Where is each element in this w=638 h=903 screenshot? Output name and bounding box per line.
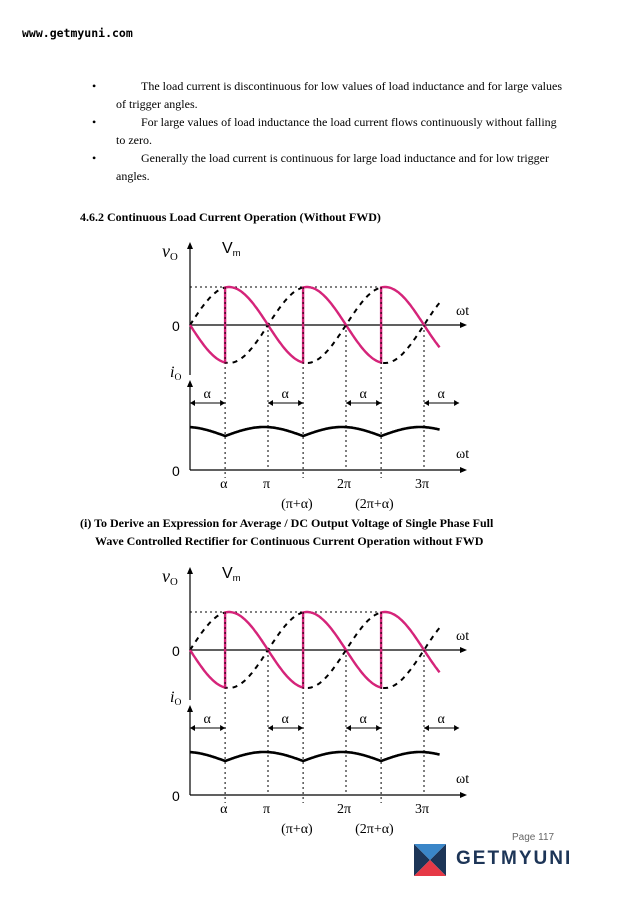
pi-tick-label: π [263, 802, 271, 817]
bullet-text: The load current is discontinuous for low values of load inductance and for large values of trigger angles. [116, 79, 562, 111]
arrowhead-icon [298, 725, 303, 731]
vm-label: Vm [222, 240, 241, 259]
two-pi-tick-label: 2π [337, 477, 352, 492]
wt-label: ωt [456, 304, 470, 319]
arrowhead-icon [268, 400, 273, 406]
arrowhead-icon [424, 400, 429, 406]
waveform-diagram [160, 235, 480, 512]
bullet-text: For large values of load inductance the load current flows continuously without falling to zero. [116, 115, 557, 147]
alpha-label: α [281, 387, 289, 402]
wt-axis-arrow-icon [460, 647, 467, 653]
waveform-diagram [160, 560, 480, 837]
subsection-heading-line2: Wave Controlled Rectifier for Continuous Current Operation without FWD [95, 534, 484, 548]
io-label: iO [170, 689, 182, 708]
bullet-text: Generally the load current is continuous for large load inductance and for low trigger angles. [116, 151, 549, 183]
io-label: iO [170, 364, 182, 383]
three-pi-tick-label: 3π [415, 802, 430, 817]
bullet-item [92, 149, 562, 185]
alpha-label: α [203, 387, 211, 402]
alpha-label: α [203, 712, 211, 727]
alpha-label: α [437, 387, 445, 402]
wt-label: ωt [456, 447, 470, 462]
zero-label: 0 [172, 463, 180, 479]
wt-axis-arrow-icon [460, 322, 467, 328]
bullet-item [92, 113, 562, 149]
arrowhead-icon [454, 725, 459, 731]
wt-axis-arrow-icon [460, 467, 467, 473]
alpha-tick-label: α [220, 802, 228, 817]
arrowhead-icon [268, 725, 273, 731]
bullet-list [92, 77, 562, 185]
bullet-item [92, 77, 562, 113]
arrowhead-icon [454, 400, 459, 406]
wt-axis-arrow-icon [460, 792, 467, 798]
arrowhead-icon [298, 400, 303, 406]
subsection-heading [80, 514, 560, 550]
arrowhead-icon [346, 400, 351, 406]
arrowhead-icon [190, 400, 195, 406]
arrowhead-icon [190, 725, 195, 731]
arrowhead-icon [376, 400, 381, 406]
arrowhead-icon [424, 725, 429, 731]
two-pi-plus-alpha-label: (2π+α) [355, 497, 394, 512]
section-heading: 4.6.2 Continuous Load Current Operation (Without FWD) [80, 210, 381, 224]
arrowhead-icon [376, 725, 381, 731]
three-pi-tick-label: 3π [415, 477, 430, 492]
vm-label: Vm [222, 565, 241, 584]
wt-label: ωt [456, 772, 470, 787]
bullet-symbol: • [92, 115, 97, 129]
zero-label: 0 [172, 318, 180, 334]
bullet-symbol: • [92, 79, 97, 93]
io-axis-arrow-icon [187, 705, 193, 712]
alpha-label: α [359, 712, 367, 727]
zero-label: 0 [172, 643, 180, 659]
getmyuni-logo[interactable] [410, 838, 573, 882]
two-pi-tick-label: 2π [337, 802, 352, 817]
alpha-label: α [437, 712, 445, 727]
zero-label: 0 [172, 788, 180, 804]
alpha-label: α [359, 387, 367, 402]
wt-label: ωt [456, 629, 470, 644]
alpha-label: α [281, 712, 289, 727]
alpha-tick-label: α [220, 477, 228, 492]
pi-plus-alpha-label: (π+α) [281, 822, 313, 837]
pi-plus-alpha-label: (π+α) [281, 497, 313, 512]
two-pi-plus-alpha-label: (2π+α) [355, 822, 394, 837]
arrowhead-icon [220, 400, 225, 406]
page-number: Page 117 [512, 832, 555, 843]
arrowhead-icon [220, 725, 225, 731]
logo-x-icon [410, 840, 450, 880]
site-url[interactable]: www.getmyuni.com [22, 26, 133, 40]
vo-label: vO [162, 566, 178, 588]
output-current-curve [190, 427, 440, 436]
logo-text: GETMYUNI [456, 848, 573, 869]
vo-axis-arrow-icon [187, 242, 193, 249]
io-axis-arrow-icon [187, 380, 193, 387]
pi-tick-label: π [263, 477, 271, 492]
subsection-heading-line1: (i) To Derive an Expression for Average / DC Output Voltage of Single Phase Full [80, 516, 494, 530]
output-current-curve [190, 752, 440, 761]
vo-label: vO [162, 241, 178, 263]
bullet-symbol: • [92, 151, 97, 165]
arrowhead-icon [346, 725, 351, 731]
vo-axis-arrow-icon [187, 567, 193, 574]
